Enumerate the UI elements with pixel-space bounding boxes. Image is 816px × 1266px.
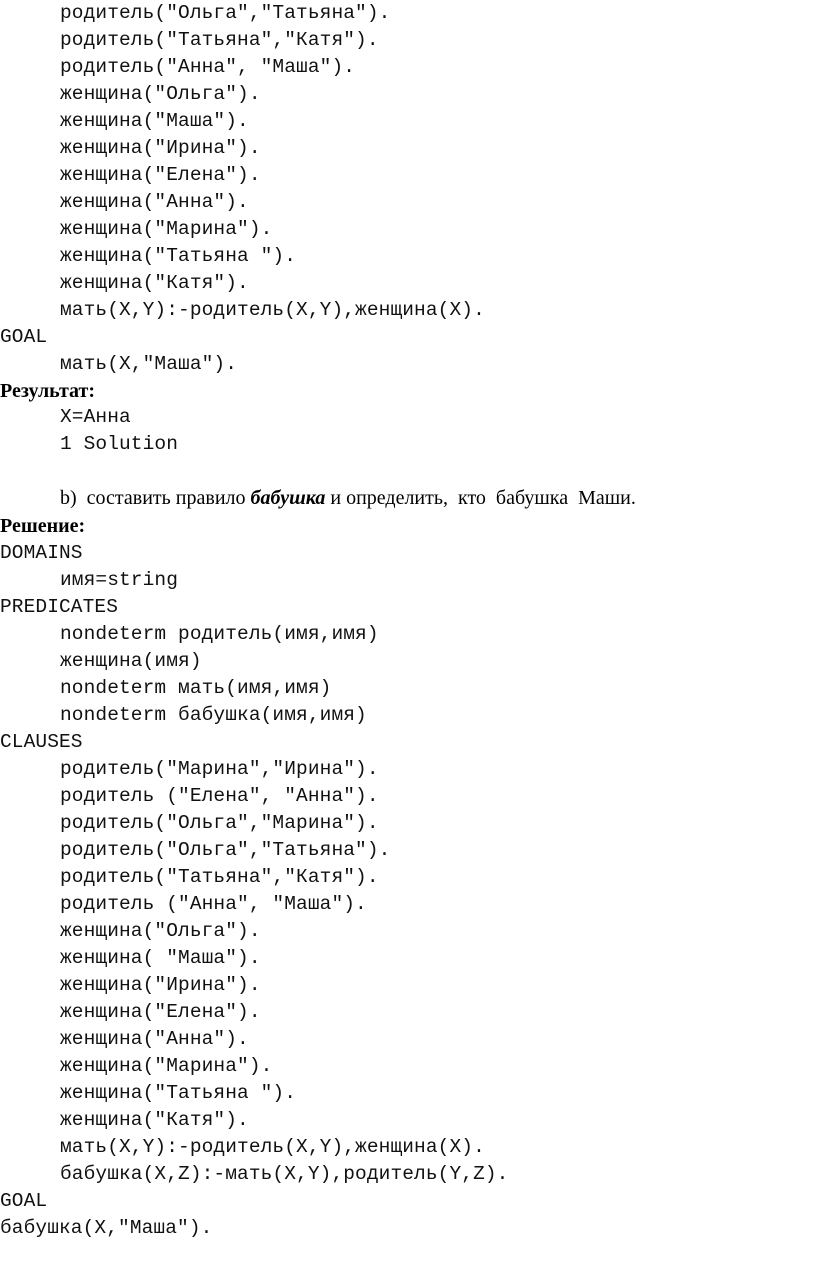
task-b-text-after: и определить, кто бабушка Маши.: [330, 487, 636, 509]
predicates-keyword: PREDICATES: [0, 596, 119, 618]
code-line-goal: бабушка(X,"Маша").: [0, 1217, 213, 1239]
result-line: X=Анна: [60, 406, 131, 428]
code-line-clause: женщина("Анна").: [60, 1028, 249, 1050]
code-line-clause: родитель ("Елена", "Анна").: [60, 785, 379, 807]
code-line-clause: женщина( "Маша").: [60, 947, 261, 969]
code-line-clause: женщина("Ирина").: [60, 137, 261, 159]
code-line-predicate: женщина(имя): [60, 650, 202, 672]
code-line-clause: женщина("Катя").: [60, 1109, 249, 1131]
code-line-clause: родитель("Анна", "Маша").: [60, 56, 356, 78]
code-line-predicate: nondeterm бабушка(имя,имя): [60, 704, 367, 726]
code-line-clause: женщина("Татьяна ").: [60, 1082, 297, 1104]
code-line-clause: родитель("Ольга","Татьяна").: [60, 839, 391, 861]
result-heading: Результат:: [0, 380, 96, 402]
code-line-predicate: nondeterm мать(имя,имя): [60, 677, 332, 699]
code-line-clause: родитель("Татьяна","Катя").: [60, 29, 379, 51]
code-line-rule: мать(X,Y):-родитель(X,Y),женщина(X).: [60, 299, 485, 321]
code-line-clause: родитель("Татьяна","Катя").: [60, 866, 379, 888]
code-line-clause: женщина("Елена").: [60, 1001, 261, 1023]
code-line-clause: женщина("Анна").: [60, 191, 249, 213]
code-line-clause: родитель ("Анна", "Маша").: [60, 893, 367, 915]
code-line-clause: родитель("Ольга","Марина").: [60, 812, 379, 834]
task-b-text-before: составить правило: [86, 487, 246, 509]
code-line-clause: женщина("Марина").: [60, 218, 273, 240]
code-line-clause: женщина("Елена").: [60, 164, 261, 186]
task-b-marker: b): [60, 487, 77, 509]
result-line: 1 Solution: [60, 433, 179, 455]
code-line-clause: женщина("Ольга").: [60, 920, 261, 942]
task-b-emphasis: бабушка: [250, 487, 326, 509]
code-line-clause: родитель("Ольга","Татьяна").: [60, 2, 391, 24]
code-line-clause: родитель("Марина","Ирина").: [60, 758, 379, 780]
code-line-rule: бабушка(X,Z):-мать(X,Y),родитель(Y,Z).: [60, 1163, 509, 1185]
code-line-clause: женщина("Ирина").: [60, 974, 261, 996]
goal-keyword: GOAL: [0, 1190, 48, 1212]
code-line-rule: мать(X,Y):-родитель(X,Y),женщина(X).: [60, 1136, 485, 1158]
solution-heading: Решение:: [0, 515, 86, 537]
code-line-predicate: nondeterm родитель(имя,имя): [60, 623, 379, 645]
task-b-statement: [60, 485, 636, 512]
clauses-keyword: CLAUSES: [0, 731, 83, 753]
goal-keyword: GOAL: [0, 326, 48, 348]
code-line-goal: мать(X,"Маша").: [60, 353, 238, 375]
code-line-clause: женщина("Марина").: [60, 1055, 273, 1077]
code-line-clause: женщина("Маша").: [60, 110, 249, 132]
code-line-clause: женщина("Ольга").: [60, 83, 261, 105]
code-line-clause: женщина("Татьяна ").: [60, 245, 297, 267]
domains-keyword: DOMAINS: [0, 542, 83, 564]
code-line-clause: женщина("Катя").: [60, 272, 249, 294]
code-line-domain: имя=string: [60, 569, 179, 591]
